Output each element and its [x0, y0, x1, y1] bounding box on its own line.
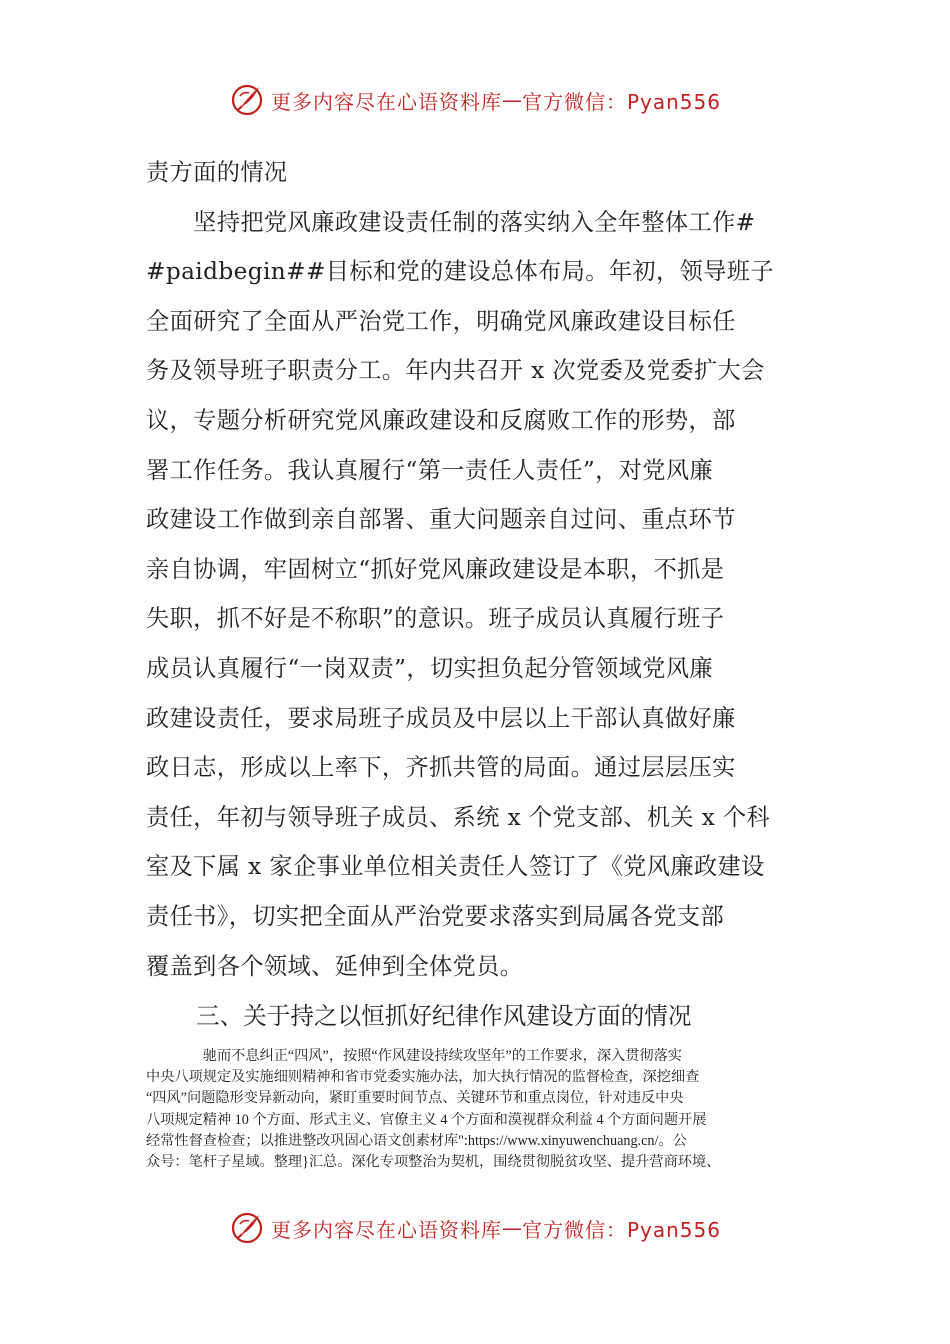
- watermark-wechat-text: 官方微信：Pyan556: [521, 1217, 721, 1242]
- body-line: 坚持把党风廉政建设责任制的落实纳入全年整体工作#: [146, 208, 756, 236]
- body-line: 覆盖到各个领域、延伸到全体党员。: [146, 952, 524, 980]
- body-line: 议，专题分析研究党风廉政建设和反腐败工作的形势，部: [146, 406, 736, 434]
- watermark-separator: —: [501, 88, 522, 112]
- watermark-wechat-text: 官方微信：Pyan556: [521, 89, 721, 114]
- body-line: 责任，年初与领导班子成员、系统 x 个党支部、机关 x 个科: [146, 803, 771, 831]
- watermark-separator: —: [501, 1216, 522, 1240]
- body-line: 亲自协调，牢固树立“抓好党风廉政建设是本职，不抓是: [146, 555, 725, 583]
- watermark-banner-bottom: [0, 1208, 950, 1248]
- small-body-line: “四风”问题隐形变异新动向，紧盯重要时间节点、关键环节和重点岗位，针对违反中央: [146, 1090, 684, 1107]
- body-line: 室及下属 x 家企事业单位相关责任人签订了《党风廉政建设: [146, 853, 765, 881]
- watermark-site-text: 更多内容尽在心语资料库: [270, 1217, 502, 1242]
- small-body-line: 中央八项规定及实施细则精神和省市党委实施办法，加大执行情况的监督检查，深挖细查: [146, 1069, 700, 1086]
- document-body-large: [146, 148, 810, 991]
- small-body-line: 经常性督查检查；以推进整改巩固心语文创素材库":https://www.xinyuwenchuang.cn/。公: [146, 1132, 687, 1149]
- small-body-line: 驰而不息纠正“四风”，按照“作风建设持续攻坚年”的工作要求，深入贯彻落实: [146, 1048, 682, 1064]
- document-body-small: [146, 1046, 812, 1173]
- watermark-site-text: 更多内容尽在心语资料库: [270, 89, 502, 114]
- body-line: 责方面的情况: [146, 159, 288, 186]
- section-heading: 三、关于持之以恒抓好纪律作风建设方面的情况: [196, 1002, 692, 1030]
- quill-pen-logo-icon: [229, 82, 265, 118]
- body-line: 政建设工作做到亲自部署、重大问题亲自过问、重点环节: [146, 506, 736, 534]
- body-line: 务及领导班子职责分工。年内共召开 x 次党委及党委扩大会: [146, 357, 765, 385]
- body-line: 全面研究了全面从严治党工作，明确党风廉政建设目标任: [146, 307, 736, 335]
- body-line: 成员认真履行“一岗双责”，切实担负起分管领域党风廉: [146, 654, 714, 682]
- body-line: 政日志，形成以上率下，齐抓共管的局面。通过层层压实: [146, 754, 736, 782]
- small-body-line: 八项规定精神 10 个方面、形式主义、官僚主义 4 个方面和漠视群众利益 4 个方面问题开展: [146, 1111, 707, 1128]
- body-line: 署工作任务。我认真履行“第一责任人责任”，对党风廉: [146, 456, 714, 484]
- quill-pen-logo-icon: [229, 1210, 265, 1246]
- body-line: 失职，抓不好是不称职”的意识。班子成员认真履行班子: [146, 605, 725, 633]
- small-body-line: 众号：笔杆子星域。整理}汇总。深化专项整治为契机，围绕贯彻脱贫攻坚、提升营商环境、: [146, 1153, 721, 1170]
- body-line: #paidbegin##目标和党的建设总体布局。年初，领导班子: [146, 258, 774, 286]
- body-line: 政建设责任，要求局班子成员及中层以上干部认真做好廉: [146, 704, 736, 732]
- body-line: 责任书》，切实把全面从严治党要求落实到局属各党支部: [146, 902, 725, 930]
- watermark-banner-top: [0, 80, 950, 120]
